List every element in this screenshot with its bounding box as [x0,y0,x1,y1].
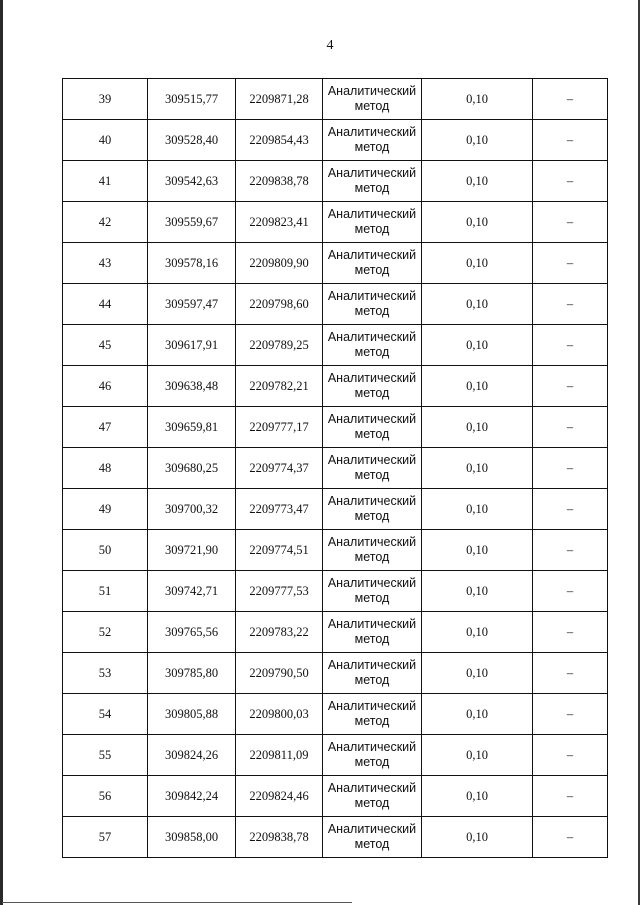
method-line-2: метод [354,222,390,236]
scan-left-edge [0,0,3,905]
method-line-1: Аналитический [327,207,417,221]
coordinates-table [62,78,608,858]
point-number-cell: 39 [63,79,148,120]
note-cell: – [533,530,608,571]
y-coordinate-cell: 2209774,37 [236,448,323,489]
method-cell [323,530,422,571]
y-coordinate-cell: 2209838,78 [236,161,323,202]
method-cell [323,694,422,735]
method-line-2: метод [354,468,390,482]
note-cell: – [533,366,608,407]
note-cell: – [533,571,608,612]
table-row [63,79,608,120]
method-cell [323,325,422,366]
method-line-2: метод [354,427,390,441]
method-line-1: Аналитический [327,617,417,631]
accuracy-cell: 0,10 [422,161,533,202]
method-line-1: Аналитический [327,84,417,98]
note-cell: – [533,161,608,202]
method-cell [323,776,422,817]
accuracy-cell: 0,10 [422,284,533,325]
method-cell [323,366,422,407]
table-row [63,161,608,202]
table-row [63,243,608,284]
x-coordinate-cell: 309721,90 [148,530,236,571]
point-number-cell: 52 [63,612,148,653]
method-line-2: метод [354,263,390,277]
note-cell: – [533,612,608,653]
method-cell [323,202,422,243]
method-line-1: Аналитический [327,248,417,262]
x-coordinate-cell: 309824,26 [148,735,236,776]
method-line-2: метод [354,714,390,728]
method-line-1: Аналитический [327,740,417,754]
point-number-cell: 43 [63,243,148,284]
y-coordinate-cell: 2209838,78 [236,817,323,858]
accuracy-cell: 0,10 [422,571,533,612]
point-number-cell: 40 [63,120,148,161]
table-row [63,653,608,694]
note-cell: – [533,448,608,489]
y-coordinate-cell: 2209809,90 [236,243,323,284]
method-cell [323,448,422,489]
accuracy-cell: 0,10 [422,817,533,858]
note-cell: – [533,243,608,284]
method-cell [323,653,422,694]
table-row [63,284,608,325]
method-cell [323,79,422,120]
x-coordinate-cell: 309515,77 [148,79,236,120]
y-coordinate-cell: 2209824,46 [236,776,323,817]
method-line-2: метод [354,673,390,687]
method-cell [323,120,422,161]
method-line-2: метод [354,755,390,769]
method-line-2: метод [354,99,390,113]
accuracy-cell: 0,10 [422,202,533,243]
y-coordinate-cell: 2209774,51 [236,530,323,571]
point-number-cell: 56 [63,776,148,817]
table-row [63,325,608,366]
y-coordinate-cell: 2209800,03 [236,694,323,735]
accuracy-cell: 0,10 [422,776,533,817]
x-coordinate-cell: 309528,40 [148,120,236,161]
note-cell: – [533,325,608,366]
point-number-cell: 46 [63,366,148,407]
accuracy-cell: 0,10 [422,407,533,448]
accuracy-cell: 0,10 [422,325,533,366]
point-number-cell: 51 [63,571,148,612]
point-number-cell: 48 [63,448,148,489]
accuracy-cell: 0,10 [422,243,533,284]
y-coordinate-cell: 2209773,47 [236,489,323,530]
table-row [63,735,608,776]
method-cell [323,817,422,858]
method-line-1: Аналитический [327,699,417,713]
accuracy-cell: 0,10 [422,120,533,161]
method-cell [323,735,422,776]
method-line-2: метод [354,632,390,646]
x-coordinate-cell: 309805,88 [148,694,236,735]
point-number-cell: 41 [63,161,148,202]
method-line-2: метод [354,837,390,851]
table-row [63,817,608,858]
accuracy-cell: 0,10 [422,735,533,776]
note-cell: – [533,694,608,735]
y-coordinate-cell: 2209854,43 [236,120,323,161]
method-cell [323,571,422,612]
method-line-1: Аналитический [327,166,417,180]
table-row [63,407,608,448]
y-coordinate-cell: 2209823,41 [236,202,323,243]
x-coordinate-cell: 309680,25 [148,448,236,489]
note-cell: – [533,653,608,694]
point-number-cell: 57 [63,817,148,858]
method-line-2: метод [354,345,390,359]
y-coordinate-cell: 2209811,09 [236,735,323,776]
method-cell [323,407,422,448]
method-cell [323,161,422,202]
x-coordinate-cell: 309742,71 [148,571,236,612]
y-coordinate-cell: 2209871,28 [236,79,323,120]
note-cell: – [533,735,608,776]
x-coordinate-cell: 309700,32 [148,489,236,530]
point-number-cell: 45 [63,325,148,366]
x-coordinate-cell: 309858,00 [148,817,236,858]
table-row [63,571,608,612]
method-line-2: метод [354,796,390,810]
method-line-1: Аналитический [327,453,417,467]
point-number-cell: 47 [63,407,148,448]
x-coordinate-cell: 309597,47 [148,284,236,325]
method-line-1: Аналитический [327,289,417,303]
method-line-1: Аналитический [327,658,417,672]
method-line-1: Аналитический [327,494,417,508]
method-line-1: Аналитический [327,781,417,795]
y-coordinate-cell: 2209783,22 [236,612,323,653]
accuracy-cell: 0,10 [422,366,533,407]
accuracy-cell: 0,10 [422,489,533,530]
method-cell [323,612,422,653]
method-line-1: Аналитический [327,576,417,590]
x-coordinate-cell: 309842,24 [148,776,236,817]
coordinates-table-body [63,79,608,858]
method-line-1: Аналитический [327,371,417,385]
method-line-1: Аналитический [327,330,417,344]
method-line-2: метод [354,304,390,318]
note-cell: – [533,407,608,448]
table-row [63,448,608,489]
y-coordinate-cell: 2209777,17 [236,407,323,448]
point-number-cell: 54 [63,694,148,735]
accuracy-cell: 0,10 [422,448,533,489]
note-cell: – [533,489,608,530]
method-line-2: метод [354,386,390,400]
note-cell: – [533,79,608,120]
y-coordinate-cell: 2209789,25 [236,325,323,366]
x-coordinate-cell: 309659,81 [148,407,236,448]
y-coordinate-cell: 2209782,21 [236,366,323,407]
method-cell [323,489,422,530]
method-cell [323,284,422,325]
table-row [63,694,608,735]
y-coordinate-cell: 2209798,60 [236,284,323,325]
x-coordinate-cell: 309638,48 [148,366,236,407]
method-line-2: метод [354,181,390,195]
point-number-cell: 50 [63,530,148,571]
scan-bottom-line [2,902,352,903]
note-cell: – [533,776,608,817]
y-coordinate-cell: 2209790,50 [236,653,323,694]
table-row [63,612,608,653]
table-row [63,366,608,407]
table-row [63,530,608,571]
page-number: 4 [326,38,334,53]
x-coordinate-cell: 309785,80 [148,653,236,694]
y-coordinate-cell: 2209777,53 [236,571,323,612]
method-line-1: Аналитический [327,125,417,139]
method-line-1: Аналитический [327,412,417,426]
note-cell: – [533,120,608,161]
x-coordinate-cell: 309542,63 [148,161,236,202]
point-number-cell: 53 [63,653,148,694]
x-coordinate-cell: 309559,67 [148,202,236,243]
accuracy-cell: 0,10 [422,612,533,653]
point-number-cell: 42 [63,202,148,243]
note-cell: – [533,817,608,858]
method-line-1: Аналитический [327,822,417,836]
method-line-1: Аналитический [327,535,417,549]
note-cell: – [533,202,608,243]
point-number-cell: 44 [63,284,148,325]
accuracy-cell: 0,10 [422,79,533,120]
table-row [63,489,608,530]
method-cell [323,243,422,284]
method-line-2: метод [354,509,390,523]
method-line-2: метод [354,591,390,605]
note-cell: – [533,284,608,325]
x-coordinate-cell: 309578,16 [148,243,236,284]
x-coordinate-cell: 309617,91 [148,325,236,366]
x-coordinate-cell: 309765,56 [148,612,236,653]
table-row [63,202,608,243]
table-row [63,120,608,161]
point-number-cell: 49 [63,489,148,530]
table-row [63,776,608,817]
method-line-2: метод [354,550,390,564]
accuracy-cell: 0,10 [422,530,533,571]
accuracy-cell: 0,10 [422,694,533,735]
method-line-2: метод [354,140,390,154]
accuracy-cell: 0,10 [422,653,533,694]
point-number-cell: 55 [63,735,148,776]
